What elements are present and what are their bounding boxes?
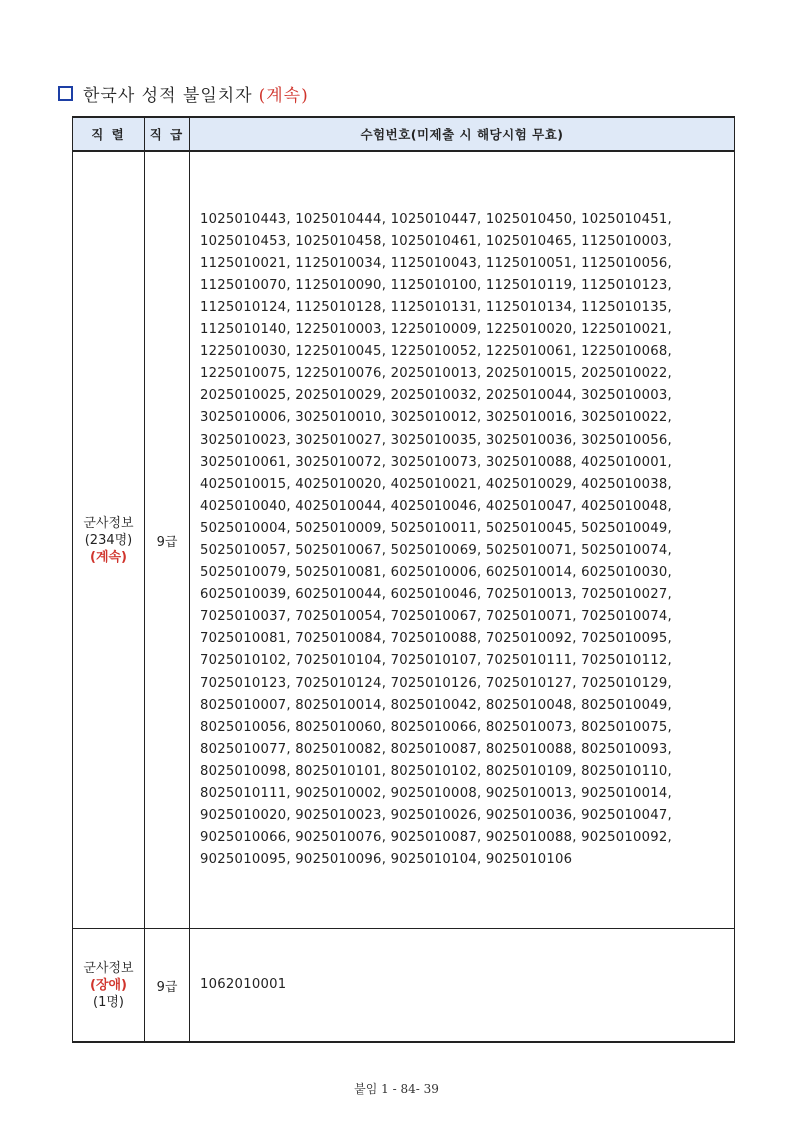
exam-number-line: 1125010140, 1225010003, 1225010009, 1225010020, 1225010021, — [200, 322, 672, 338]
exam-number-line: 4025010015, 4025010020, 4025010021, 4025010029, 4025010038, — [200, 476, 672, 492]
exam-number-line: 8025010111, 9025010002, 9025010008, 9025010013, 9025010014, — [200, 786, 672, 802]
series-name: 군사정보 — [83, 960, 134, 976]
exam-number-line: 8025010007, 8025010014, 8025010042, 8025010048, 8025010049, — [200, 697, 672, 713]
exam-number-line: 9025010020, 9025010023, 9025010026, 9025010036, 9025010047, — [200, 808, 672, 824]
continued-label: (계속) — [258, 85, 309, 106]
exam-number-line: 7025010102, 7025010104, 7025010107, 7025010111, 7025010112, — [200, 653, 672, 669]
exam-number-line: 8025010098, 8025010101, 8025010102, 8025010109, 8025010110, — [200, 763, 672, 779]
grade-cell: 9급 — [145, 151, 190, 929]
section-title: 한국사 성적 불일치자 — [83, 85, 253, 106]
exam-number-line: 9025010095, 9025010096, 9025010104, 9025010106 — [200, 852, 573, 868]
section-heading — [58, 82, 309, 104]
exam-number-line: 1225010075, 1225010076, 2025010013, 2025010015, 2025010022, — [200, 366, 672, 382]
exam-number-line: 4025010040, 4025010044, 4025010046, 4025010047, 4025010048, — [200, 498, 672, 514]
exam-number-line: 1125010021, 1125010034, 1125010043, 1125010051, 1125010056, — [200, 255, 672, 271]
exam-number-line: 5025010004, 5025010009, 5025010011, 5025010045, 5025010049, — [200, 520, 672, 536]
series-note: (장애) — [90, 977, 127, 993]
exam-number-line: 1025010443, 1025010444, 1025010447, 1025010450, 1025010451, — [200, 211, 672, 227]
table-row — [73, 151, 735, 929]
exam-number-line: 1062010001 — [200, 976, 287, 992]
exam-number-line: 9025010066, 9025010076, 9025010087, 9025010088, 9025010092, — [200, 830, 672, 846]
exam-number-line: 6025010039, 6025010044, 6025010046, 7025010013, 7025010027, — [200, 587, 672, 603]
exam-number-line: 1125010124, 1125010128, 1125010131, 1125010134, 1125010135, — [200, 299, 672, 315]
header-series: 직 렬 — [73, 117, 145, 151]
series-cell — [73, 929, 145, 1043]
results-table — [72, 116, 735, 1043]
exam-number-line: 7025010123, 7025010124, 7025010126, 7025010127, 7025010129, — [200, 675, 672, 691]
exam-number-line: 5025010057, 5025010067, 5025010069, 5025010071, 5025010074, — [200, 543, 672, 558]
exam-number-line: 7025010037, 7025010054, 7025010067, 7025010071, 7025010074, — [200, 609, 672, 625]
header-grade: 직 급 — [145, 117, 190, 151]
page-footer: 붙임 1 - 84- 39 — [354, 1082, 439, 1096]
exam-number-line: 8025010056, 8025010060, 8025010066, 8025010073, 8025010075, — [200, 719, 672, 735]
exam-number-line: 1125010070, 1125010090, 1125010100, 1125010119, 1125010123, — [200, 277, 672, 293]
series-note: (계속) — [90, 549, 127, 565]
table-header-row — [73, 117, 735, 151]
header-exam-numbers: 수험번호(미제출 시 해당시험 무효) — [190, 117, 735, 151]
series-name: 군사정보 — [83, 515, 134, 531]
exam-number-line: 2025010025, 2025010029, 2025010032, 2025010044, 3025010003, — [200, 388, 672, 404]
table-row — [73, 929, 735, 1043]
series-cell — [73, 151, 145, 929]
exam-number-line: 5025010079, 5025010081, 6025010006, 6025010014, 6025010030, — [200, 565, 672, 581]
exam-number-line: 1025010453, 1025010458, 1025010461, 1025010465, 1125010003, — [200, 233, 672, 249]
series-count: (1명) — [93, 994, 124, 1010]
exam-number-line: 3025010006, 3025010010, 3025010012, 3025010016, 3025010022, — [200, 410, 672, 426]
exam-number-line: 3025010061, 3025010072, 3025010073, 3025010088, 4025010001, — [200, 454, 672, 470]
exam-numbers-cell — [190, 151, 735, 929]
checkbox-square-icon — [58, 86, 73, 101]
exam-number-line: 1225010030, 1225010045, 1225010052, 1225010061, 1225010068, — [200, 344, 672, 360]
exam-numbers-cell — [190, 929, 735, 1043]
exam-number-line: 8025010077, 8025010082, 8025010087, 8025010088, 8025010093, — [200, 741, 672, 757]
exam-number-line: 3025010023, 3025010027, 3025010035, 3025010036, 3025010056, — [200, 432, 672, 448]
series-count: (234명) — [84, 532, 133, 548]
grade-cell: 9급 — [145, 929, 190, 1043]
exam-number-line: 7025010081, 7025010084, 7025010088, 7025010092, 7025010095, — [200, 631, 672, 647]
